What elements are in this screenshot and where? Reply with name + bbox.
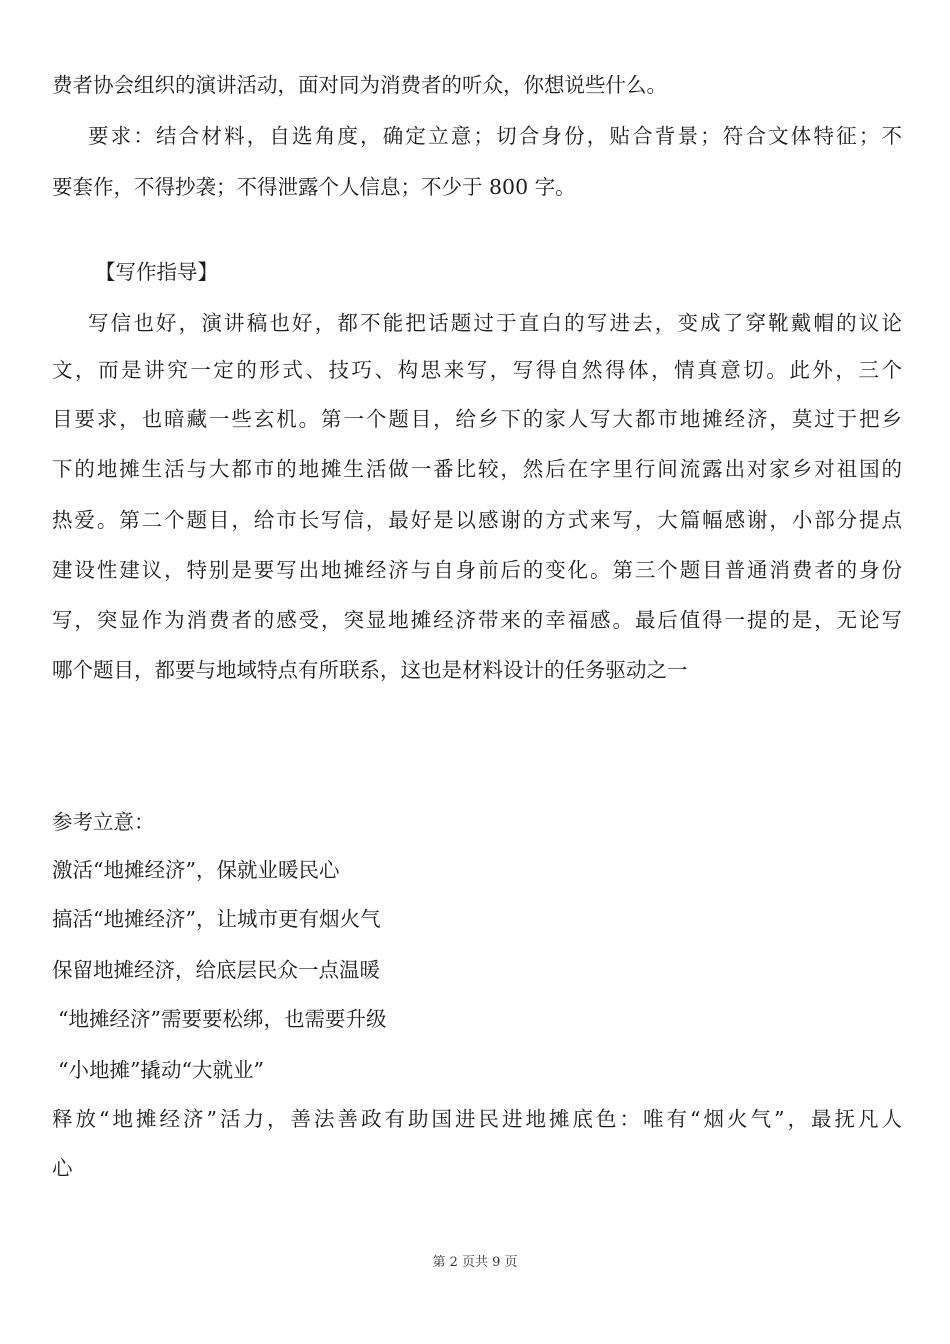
intro-line: 费者协会组织的演讲活动，面对同为消费者的听众，你想说些什么。 — [52, 73, 667, 97]
requirement-line: 要套作，不得抄袭；不得泄露个人信息；不少于 800 字。 — [52, 175, 576, 199]
guide-paragraph-line: 目要求，也暗藏一些玄机。第一个题目，给乡下的家人写大都市地摊经济，莫过于把乡 — [52, 407, 902, 431]
reference-item: “小地摊”撬动“大就业” — [58, 1058, 264, 1082]
reference-item: 搞活“地摊经济”，让城市更有烟火气 — [52, 907, 381, 931]
reference-item: 释放“地摊经济”活力，善法善政有助国进民进地摊底色：唯有“烟火气”，最抚凡人 — [52, 1107, 902, 1131]
guide-paragraph-line: 热爱。第二个题目，给市长写信，最好是以感谢的方式来写，大篇幅感谢，小部分提点 — [52, 508, 902, 532]
reference-heading: 参考立意： — [52, 810, 155, 834]
guide-paragraph-line: 建设性建议，特别是要写出地摊经济与自身前后的变化。第三个题目普通消费者的身份 — [52, 558, 902, 582]
guide-paragraph-line: 写，突显作为消费者的感受，突显地摊经济带来的幸福感。最后值得一提的是，无论写 — [52, 608, 902, 632]
reference-item: 心 — [52, 1156, 73, 1180]
reference-item: “地摊经济”需要要松绑，也需要升级 — [58, 1007, 387, 1031]
guide-heading: 【写作指导】 — [95, 260, 218, 284]
page-number: 第 2 页共 9 页 — [432, 1255, 518, 1270]
reference-item: 激活“地摊经济”，保就业暖民心 — [52, 858, 340, 882]
guide-paragraph-line: 哪个题目，都要与地域特点有所联系，这也是材料设计的任务驱动之一 — [52, 658, 688, 682]
guide-paragraph-line: 写信也好，演讲稿也好，都不能把话题过于直白的写进去，变成了穿靴戴帽的议论 — [88, 311, 902, 335]
guide-paragraph-line: 文，而是讲究一定的形式、技巧、构思来写，写得自然得体，情真意切。此外，三个 — [52, 358, 902, 382]
reference-item: 保留地摊经济，给底层民众一点温暖 — [52, 958, 380, 982]
guide-paragraph-line: 下的地摊生活与大都市的地摊生活做一番比较，然后在字里行间流露出对家乡对祖国的 — [52, 457, 902, 481]
requirement-line: 要求：结合材料，自选角度，确定立意；切合身份，贴合背景；符合文体特征；不 — [88, 124, 902, 148]
